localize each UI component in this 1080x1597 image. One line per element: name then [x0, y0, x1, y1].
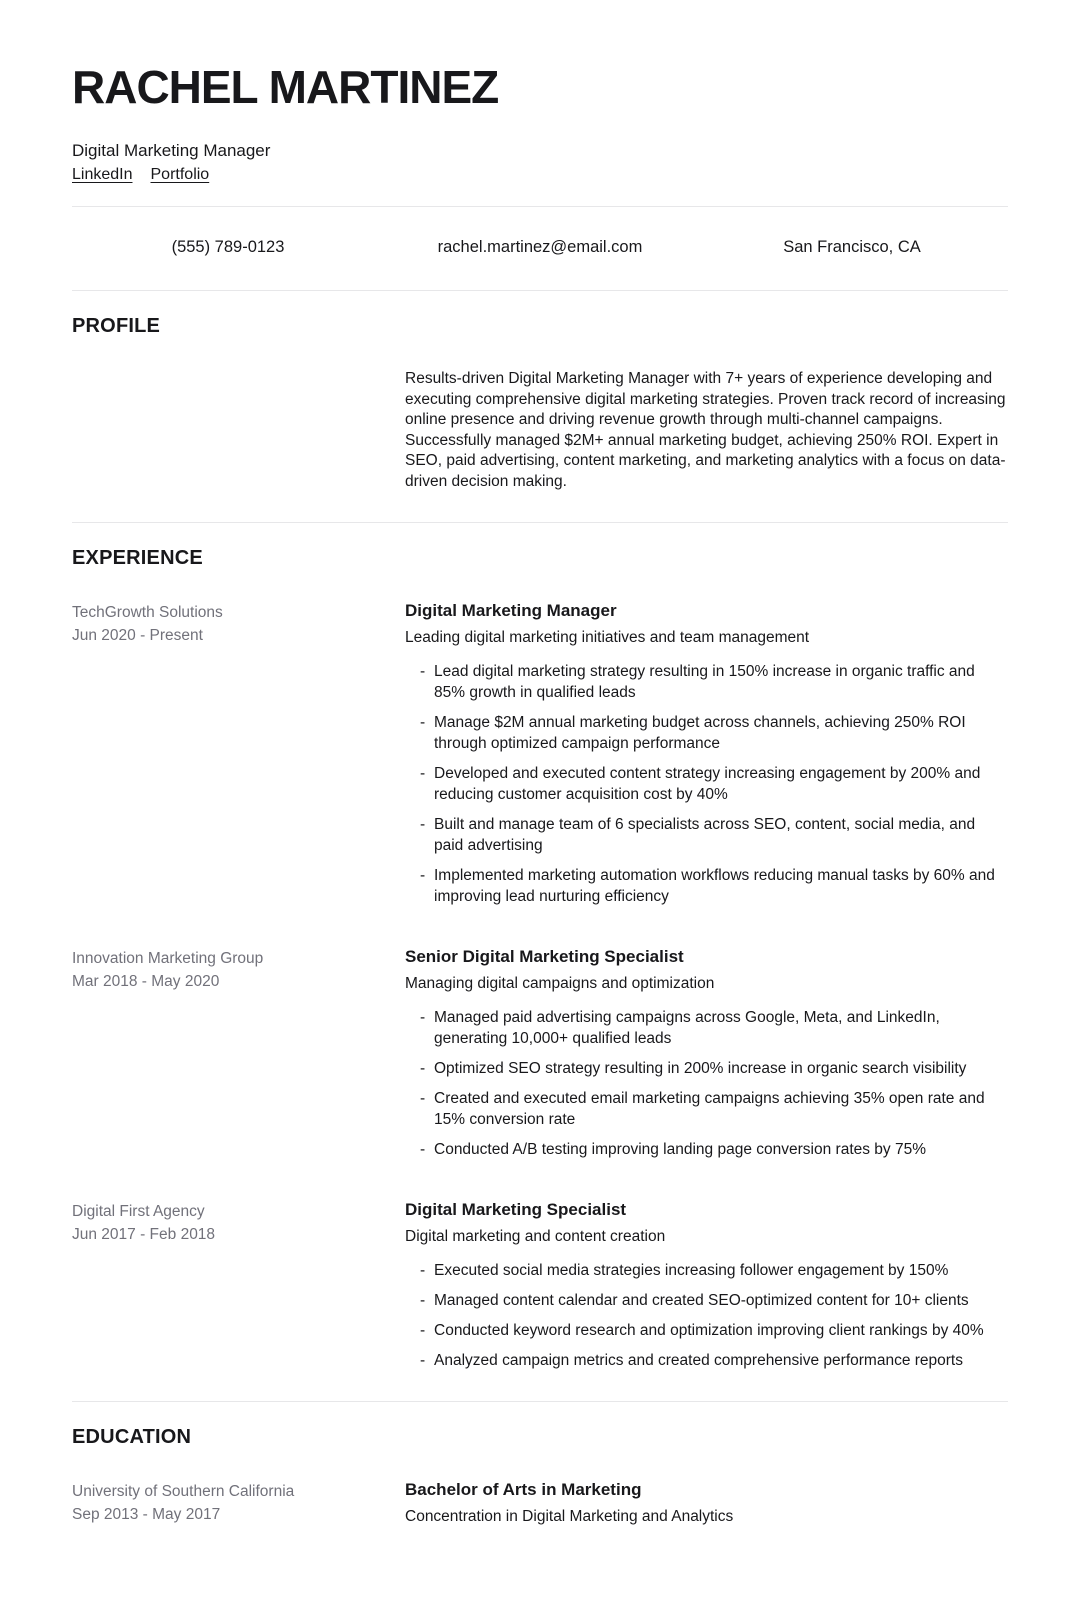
experience-body	[72, 601, 1008, 1371]
contact-phone: (555) 789-0123	[171, 238, 285, 256]
resume-header	[72, 61, 1008, 184]
bullet-item: - Built and manage team of 6 specialists across SEO, content, social media, and paid advertising	[420, 814, 1008, 856]
education-body	[72, 1480, 1008, 1527]
position-subtitle: Digital marketing and content creation	[405, 1228, 666, 1245]
date-range: Jun 2020 - Present	[72, 627, 203, 644]
education-entry	[72, 1480, 1008, 1527]
bullet-item: - Conducted A/B testing improving landing page conversion rates by 75%	[420, 1139, 1008, 1160]
position-title: Senior Digital Marketing Specialist	[405, 947, 684, 966]
company-name: Digital First Agency	[72, 1203, 205, 1220]
bullet-item: - Optimized SEO strategy resulting in 200% increase in organic search visibility	[420, 1058, 1008, 1079]
job-entry-left	[72, 601, 405, 647]
position-title: Digital Marketing Specialist	[405, 1200, 627, 1219]
position-subtitle: Leading digital marketing initiatives and team management	[405, 629, 810, 646]
bullet-list	[420, 1260, 1008, 1371]
bullet-item: - Lead digital marketing strategy resulting in 150% increase in organic traffic and 85% growth in qualified leads	[420, 661, 1008, 703]
company-name: Innovation Marketing Group	[72, 950, 264, 967]
linkedin-link[interactable]: LinkedIn	[72, 166, 133, 183]
profile-summary: Results-driven Digital Marketing Manager with 7+ years of experience developing and executing comprehensive digital marketing strategies. Proven track record of increasing online presence and driving revenue growth through multi-channel campaigns. Successfully managed $2M+ annual marketing budget, achieving 250% ROI. Expert in SEO, paid advertising, content marketing, and marketing analytics with a focus on data-driven decision making.	[405, 370, 1006, 490]
profile-right	[405, 369, 1008, 492]
education-entry-left	[72, 1480, 405, 1526]
header-links	[72, 166, 1008, 184]
bullet-item: - Manage $2M annual marketing budget across channels, achieving 250% ROI through optimized campaign performance	[420, 712, 1008, 754]
job-entry-left	[72, 1200, 405, 1246]
bullet-list	[420, 661, 1008, 907]
profile-heading: PROFILE	[72, 315, 161, 337]
position-title: Digital Marketing Manager	[405, 601, 617, 620]
bullet-item: - Implemented marketing automation workflows reducing manual tasks by 60% and improving lead nurturing efficiency	[420, 865, 1008, 907]
contact-location: San Francisco, CA	[783, 238, 921, 256]
degree-concentration: Concentration in Digital Marketing and Analytics	[405, 1508, 734, 1525]
education-entry-right	[405, 1480, 1008, 1527]
bullet-item: - Analyzed campaign metrics and created comprehensive performance reports	[420, 1350, 1008, 1371]
job-entry-left	[72, 947, 405, 993]
date-range: Mar 2018 - May 2020	[72, 973, 220, 990]
degree-title: Bachelor of Arts in Marketing	[405, 1480, 642, 1499]
person-name: RACHEL MARTINEZ	[72, 61, 499, 113]
experience-heading: EXPERIENCE	[72, 547, 203, 569]
position-subtitle: Managing digital campaigns and optimization	[405, 975, 715, 992]
divider	[72, 522, 1008, 523]
bullet-item: - Developed and executed content strategy increasing engagement by 200% and reducing customer acquisition cost by 40%	[420, 763, 1008, 805]
date-range: Jun 2017 - Feb 2018	[72, 1226, 216, 1243]
profile-section	[72, 315, 1008, 522]
person-title: Digital Marketing Manager	[72, 141, 271, 160]
job-entry-right	[405, 1200, 1008, 1371]
divider	[72, 290, 1008, 291]
job-entry-right	[405, 601, 1008, 907]
divider	[72, 1401, 1008, 1402]
contact-row	[72, 207, 1008, 290]
education-heading: EDUCATION	[72, 1426, 192, 1448]
school-name: University of Southern California	[72, 1483, 295, 1500]
bullet-item: - Executed social media strategies increasing follower engagement by 150%	[420, 1260, 1008, 1281]
contact-email: rachel.martinez@email.com	[437, 238, 643, 256]
bullet-item: - Managed paid advertising campaigns across Google, Meta, and LinkedIn, generating 10,000+ qualified leads	[420, 1007, 1008, 1049]
portfolio-link[interactable]: Portfolio	[150, 166, 210, 183]
bullet-list	[420, 1007, 1008, 1160]
company-name: TechGrowth Solutions	[72, 604, 223, 621]
profile-body	[72, 369, 1008, 492]
education-section	[72, 1426, 1008, 1557]
bullet-item: - Created and executed email marketing campaigns achieving 35% open rate and 15% conversion rate	[420, 1088, 1008, 1130]
job-entry	[72, 601, 1008, 907]
education-dates: Sep 2013 - May 2017	[72, 1506, 221, 1523]
job-entry-right	[405, 947, 1008, 1160]
bullet-item: - Conducted keyword research and optimization improving client rankings by 40%	[420, 1320, 1008, 1341]
job-entry	[72, 1200, 1008, 1371]
job-entry	[72, 947, 1008, 1160]
bullet-item: - Managed content calendar and created SEO-optimized content for 10+ clients	[420, 1290, 1008, 1311]
experience-section	[72, 547, 1008, 1401]
